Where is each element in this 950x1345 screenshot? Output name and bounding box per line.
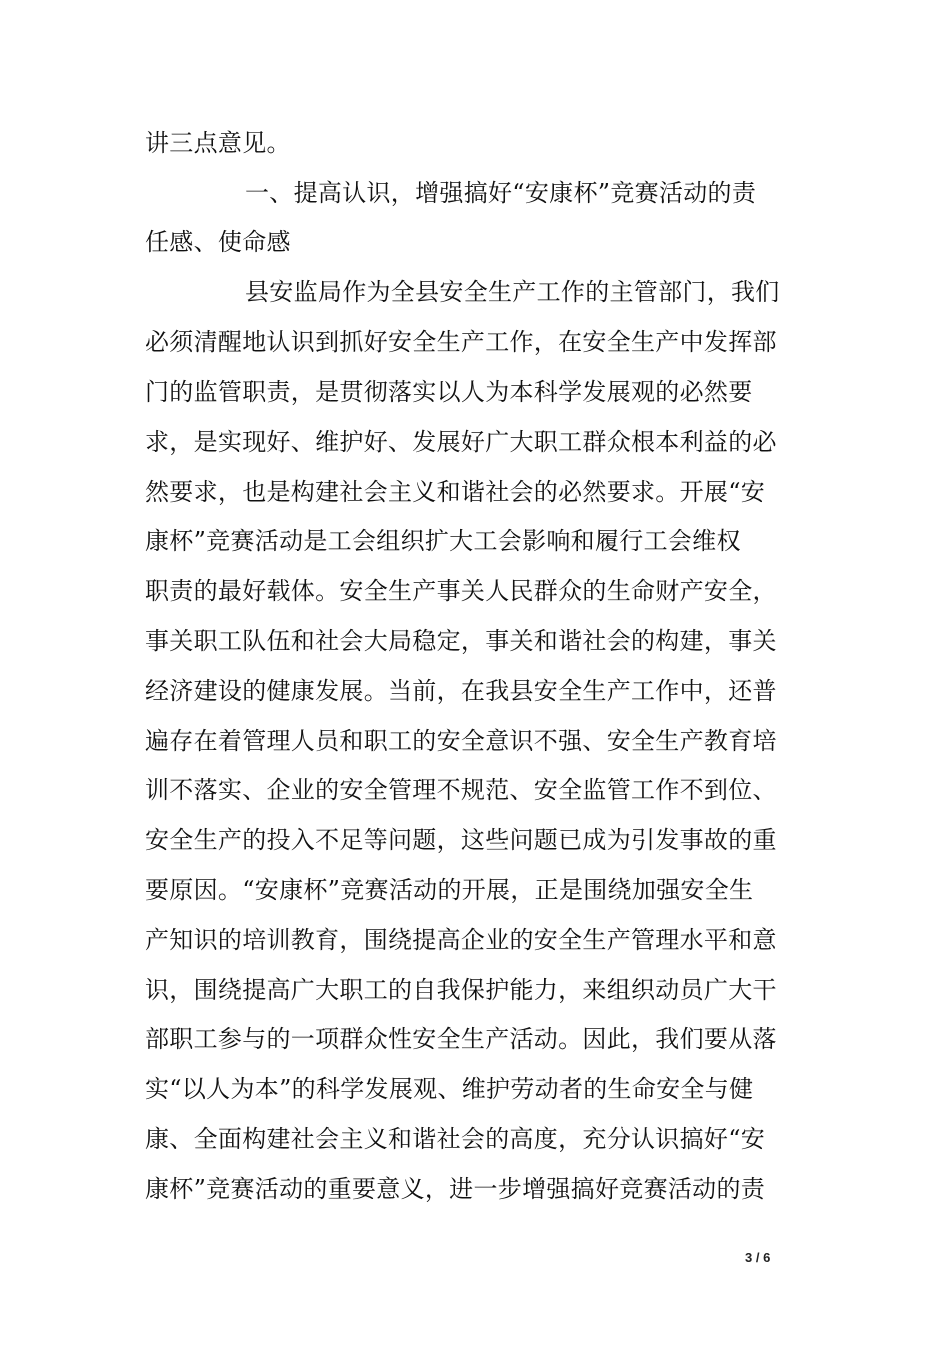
text-line: 康杯”竞赛活动是工会组织扩大工会影响和履行工会维权 [145,527,741,555]
text-line: 事关职工队伍和社会大局稳定，事关和谐社会的构建，事关 [145,627,777,655]
text-line: 产知识的培训教育，围绕提高企业的安全生产管理水平和意 [145,926,777,954]
section-heading: 一、提高认识，增强搞好“安康杯”竞赛活动的责 [245,179,757,207]
text-line: 要原因。“安康杯”竞赛活动的开展，正是围绕加强安全生 [145,876,754,904]
text-line: 门的监管职责，是贯彻落实以人为本科学发展观的必然要 [145,378,753,406]
page-number: 3 / 6 [745,1250,771,1265]
text-line: 职责的最好载体。安全生产事关人民群众的生命财产安全， [145,577,777,605]
text-line: 经济建设的健康发展。当前，在我县安全生产工作中，还普 [145,677,777,705]
text-line: 安全生产的投入不足等问题，这些问题已成为引发事故的重 [145,826,777,854]
text-line: 遍存在着管理人员和职工的安全意识不强、安全生产教育培 [145,727,777,755]
paragraph-first-line: 县安监局作为全县安全生产工作的主管部门，我们 [245,278,780,306]
section-heading-continued: 任感、使命感 [145,228,291,256]
text-line: 实“以人为本”的科学发展观、维护劳动者的生命安全与健 [145,1075,754,1103]
text-line: 训不落实、企业的安全管理不规范、安全监管工作不到位、 [145,776,777,804]
text-line: 讲三点意见。 [145,129,291,157]
text-line: 康杯”竞赛活动的重要意义，进一步增强搞好竞赛活动的责 [145,1175,766,1203]
text-line: 然要求，也是构建社会主义和谐社会的必然要求。开展“安 [145,478,766,506]
text-line: 必须清醒地认识到抓好安全生产工作，在安全生产中发挥部 [145,328,777,356]
text-line: 识，围绕提高广大职工的自我保护能力，来组织动员广大干 [145,976,777,1004]
text-line: 求，是实现好、维护好、发展好广大职工群众根本利益的必 [145,428,777,456]
text-line: 部职工参与的一项群众性安全生产活动。因此，我们要从落 [145,1025,777,1053]
text-line: 康、全面构建社会主义和谐社会的高度，充分认识搞好“安 [145,1125,766,1153]
